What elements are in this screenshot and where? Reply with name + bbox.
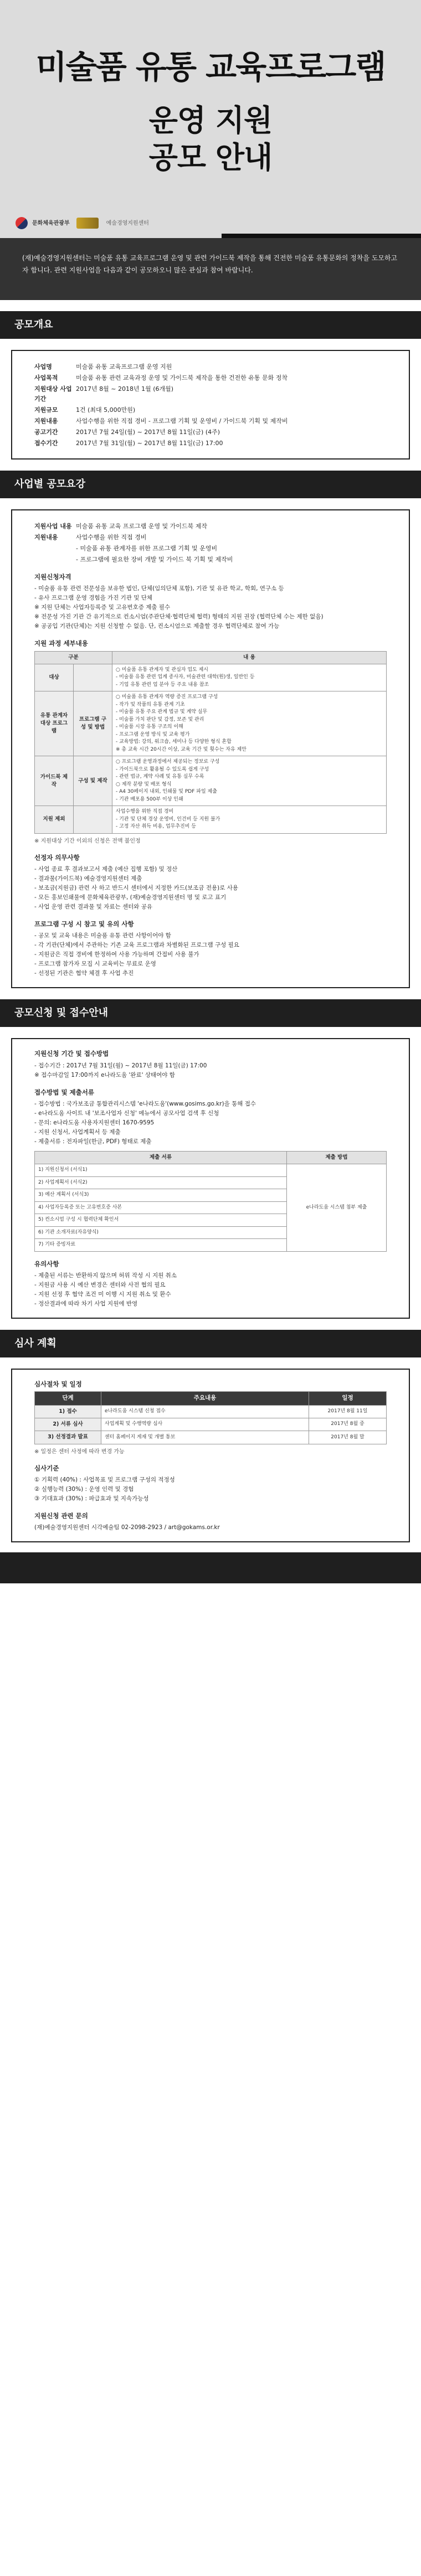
proc-content: 사업계획 및 수행역량 심사 [101,1418,309,1431]
section-requirements-heading: 사업별 공모요강 [0,471,421,498]
program-note-item: - 프로그램 참가자 모집 시 교육비는 무료로 운영 [34,961,156,968]
section-overview-heading: 공모개요 [0,311,421,339]
documents-table [34,1151,387,1252]
eligibility-item: ※ 전문성 가진 기관 간 유기적으로 컨소시엄(주관단체·협력단체 협력) 형태의 지원 권장 (협력단체 수는 제한 없음) [34,613,324,621]
overview-value: 2017년 7월 24일(월) ~ 2017년 8월 11일(금) (4주) [76,429,220,436]
detail-table-title: 지원 과정 세부내용 [34,639,88,648]
method-item: - 지원 신청서, 사업계획서 등 제출 [34,1128,121,1135]
overview-row [34,427,387,437]
process-row [35,1418,387,1431]
method-title: 접수방법 및 제출서류 [34,1088,94,1096]
row-category: 가이드북 제작 [35,756,74,806]
warnings-list [34,1271,387,1309]
warnings-title: 유의사항 [34,1259,59,1268]
overview-row [34,416,387,426]
section-review-heading: 심사 계획 [0,1330,421,1357]
doc-name: 4) 사업자등록증 또는 고유번호증 사본 [35,1201,287,1214]
program-notes-title: 프로그램 구성 시 참고 및 유의 사항 [34,920,134,928]
row-content: ○ 미술품 유통 관계자 역량 증진 프로그램 구성 - 작가 및 작품의 유통 관계 기초 - 미술품 유통 주요 관계 법규 및 계약 실무 - 미술품 가치 판단 및 감정, 보존 및 관리 - 미술품 시장 유통 구조의 이해 - 프로그램 운영 방식 및 교육 평가 - 교육방법: 강의, 워크숍, 세미나 등 다양한 형식 혼합 ※ 총 교육 시간 20시간 이상, 교육 기간 및 횟수는 자유 제안 [112,691,387,756]
table-row [35,806,387,834]
row-content: ○ 프로그램 운영과정에서 제공되는 정보로 구성 - 가이드북으로 활용될 수 있도록 쉽게 구성 - 관련 법규, 계약 사례 및 유통 실무 수록 ○ 제작 분량 및 배포 형식 - A4 30페이지 내외, 인쇄물 및 PDF 파일 제출 - 기관 배포용 500부 이상 인쇄 [112,756,387,806]
overview-value: 2017년 8월 ~ 2018년 1월 (6개월) [76,385,174,393]
requirements-box [11,509,410,988]
proc-header-content: 주요내용 [101,1392,309,1406]
intro-text: (재)예술경영지원센터는 미술품 유통 교육프로그램 운영 및 관련 가이드북 제작을 통해 건전한 미술품 유통문화의 정착을 도모하고자 합니다. 관련 지원사업을 다음과 같이 공모하오니 많은 관심과 참여 바랍니다. [0,238,421,300]
program-note-item: - 공모 및 교육 내용은 미술품 유통 관련 사항이어야 함 [34,932,171,939]
period-item: ※ 접수마감일 17:00까지 e나라도움 '완료' 상태여야 함 [34,1071,175,1078]
requirement-row [34,522,387,531]
footer-bar [0,1552,421,1583]
requirement-value: - 프로그램에 필요한 장비 개발 및 가이드 북 기획 및 제작비 [76,556,233,563]
table-header-content: 내 용 [112,651,387,664]
overview-key: 사업목적 [34,374,58,381]
proc-date: 2017년 8월 11일 [309,1405,387,1418]
method-item: - e나라도움 사이트 내 '보조사업자 신청' 메뉴에서 공모사업 검색 후 신청 [34,1109,219,1117]
subtitle-line-1: 운영 지원 [148,102,273,138]
sponsor-logos [16,217,149,229]
overview-value: 미술품 유통 관련 교육과정 운영 및 가이드북 제작을 통한 건전한 유통 문화 정착 [76,374,287,381]
doc-name: 5) 컨소시엄 구성 시 협력단체 확인서 [35,1214,287,1227]
overview-value: 2017년 7월 31일(월) ~ 2017년 8월 11일(금) 17:00 [76,440,223,447]
overview-row [34,438,387,448]
center-logo-icon [76,218,99,229]
criteria-item: ② 실행능력 (30%) : 운영 인력 및 경험 [34,1485,134,1493]
requirement-value: 사업수행을 위한 직접 경비 [76,534,147,541]
program-note-item: - 각 기관(단체)에서 주관하는 기존 교육 프로그램과 차별화된 프로그램 구성 필요 [34,942,239,949]
duty-item: - 사업 운영 관련 결과물 및 자료는 센터와 공유 [34,904,153,910]
eligibility-item: - 유사 프로그램 운영 경험을 가진 기관 및 단체 [34,595,153,602]
detail-table [34,651,387,834]
doc-name: 7) 기타 증빙자료 [35,1239,287,1252]
apply-box [11,1038,410,1319]
overview-value: 1건 (최대 5,000만원) [76,406,136,414]
process-row [35,1431,387,1444]
overview-key: 지원대상 사업기간 [34,385,72,402]
docs-header-method: 제출 방법 [287,1151,387,1164]
review-box [11,1369,410,1542]
requirement-key: 지원사업 내용 [34,523,72,530]
doc-name: 3) 예산 계획서 (서식3) [35,1189,287,1202]
proc-header-date: 일정 [309,1392,387,1406]
subtitle-line-2: 공모 안내 [148,140,273,175]
requirement-row [34,544,387,554]
proc-content: 센터 홈페이지 게재 및 개별 통보 [101,1431,309,1444]
process-table [34,1391,387,1444]
selected-duties-list [34,865,387,912]
requirement-row [34,533,387,543]
duty-item: - 결과물(가이드북) 예술경영지원센터 제출 [34,875,142,882]
overview-row [34,373,387,383]
method-item: - 문의: e나라도움 사용자지원센터 1670-9595 [34,1119,155,1126]
docs-row [35,1164,387,1177]
overview-value: 사업수행을 위한 직접 경비 - 프로그램 기획 및 운영비 / 가이드북 기획 및 제작비 [76,417,288,425]
row-subcategory: 구성 및 제작 [74,756,112,806]
hero-accent-bar [222,234,421,238]
overview-key: 지원내용 [34,417,58,425]
table-row [35,664,387,691]
page-title: 미술품 유통 교육프로그램 [35,48,386,86]
table-row [35,691,387,756]
row-category: 유통 관계자 대상 프로그램 [35,691,74,756]
overview-value: 미술품 유통 교육프로그램 운영 지원 [76,363,172,370]
program-notes-list [34,931,387,978]
row-category: 지원 제외 [35,806,74,834]
eligibility-item: - 미술품 유통 관련 전문성을 보유한 법인, 단체(임의단체 포함), 기관 및 유관 학교, 학회, 연구소 등 [34,585,284,592]
docs-header-docs: 제출 서류 [35,1151,287,1164]
row-content: 사업수행을 위한 직접 경비 - 기관 및 단체 경상 운영비, 인건비 등 지원 불가 - 고정 자산 취득 비용, 업무추진비 등 [112,806,387,834]
warning-item: - 제출된 서류는 반환하지 않으며 허위 작성 시 지원 취소 [34,1272,177,1279]
criteria-item: ③ 기대효과 (30%) : 파급효과 및 지속가능성 [34,1495,149,1502]
overview-key: 지원규모 [34,406,58,414]
program-note-item: - 선정된 기관은 협약 체결 후 사업 추진 [34,970,134,977]
overview-key: 접수기간 [34,440,58,447]
duty-item: - 보조금(지원금) 관련 사 하고 반드시 센터에서 지정한 카드(보조금 전용)로 사용 [34,885,238,891]
proc-header-step: 단계 [35,1392,101,1406]
overview-row [34,405,387,415]
process-row [35,1405,387,1418]
requirement-key [34,544,76,554]
warning-item: - 정산결과에 따라 차기 사업 지원에 반영 [34,1300,138,1307]
doc-name: 2) 사업계획서 (서식2) [35,1176,287,1189]
eligibility-list [34,584,387,631]
duty-item: - 모든 홍보인쇄물에 문화체육관광부, (재)예술경영지원센터 명 및 로고 표기 [34,894,227,901]
warning-item: - 지원 선정 후 협약 조건 미 이행 시 지원 취소 및 환수 [34,1290,171,1298]
center-name: 예술경영지원센터 [106,220,149,226]
process-note: ※ 일정은 센터 사정에 따라 변경 가능 [34,1448,125,1455]
criteria-item: ① 기획력 (40%) : 사업목표 및 프로그램 구성의 적정성 [34,1476,175,1483]
period-item: - 접수기간 : 2017년 7월 31일(월) ~ 2017년 8월 11일(금) 17:00 [34,1062,207,1069]
requirement-key: 지원내용 [34,534,58,541]
method-item: - 접수방법 : 국가보조금 통합관리시스템 'e나라도움'(www.gosims.go.kr)을 통해 접수 [34,1100,256,1107]
ministry-name: 문화체육관광부 [32,220,70,226]
eligibility-title: 지원신청자격 [34,573,71,581]
proc-step: 2) 서류 심사 [35,1418,101,1431]
proc-date: 2017년 8월 말 [309,1431,387,1444]
doc-name: 1) 지원신청서 (서식1) [35,1164,287,1177]
row-subcategory [74,664,112,691]
eligibility-item: ※ 공공입 기관(단체)는 지원 신청할 수 없음. 단, 컨소시엄으로 제출할 경우 협력단체로 참여 가능 [34,623,280,630]
requirement-value: 미술품 유통 교육 프로그램 운영 및 가이드북 제작 [76,523,207,530]
requirement-row [34,555,387,565]
row-subcategory [74,806,112,834]
proc-step: 3) 선정결과 발표 [35,1431,101,1444]
proc-content: e나라도움 시스템 신청 접수 [101,1405,309,1418]
period-list [34,1061,387,1080]
section-apply-heading: 공모신청 및 접수안내 [0,999,421,1027]
method-item: - 제출서류 : 전자파일(한글, PDF) 형태로 제출 [34,1138,152,1145]
requirement-value: - 미술품 유통 관계자를 위한 프로그램 기획 및 운영비 [76,545,218,552]
table-header-category: 구분 [35,651,112,664]
overview-row [34,384,387,404]
eligibility-item: ※ 지원 단체는 사업자등록증 및 고유번호증 제출 필수 [34,604,171,611]
overview-row [34,362,387,372]
doc-method: e나라도움 시스템 첨부 제출 [287,1164,387,1252]
contact-title: 지원신청 관련 문의 [34,1511,88,1520]
table-note: ※ 지원대상 기간 이외의 신청은 전액 불인정 [34,838,141,844]
overview-key: 사업명 [34,363,52,370]
requirement-key [34,555,76,565]
hero-banner [0,0,421,238]
ministry-logo-icon [16,217,28,229]
overview-key: 공고기간 [34,429,58,436]
row-content: ○ 미술품 유통 관계자 및 관심자 업도 제시 - 미술품 유통 관련 업계 종사자, 미술관련 대학(원)생, 일반인 등 - 기업 유통 관련 업 분야 등 주요 내용 참조 [112,664,387,691]
proc-step: 1) 접수 [35,1405,101,1418]
row-category: 대상 [35,664,74,691]
warning-item: - 지원금 사용 시 예산 변경은 센터와 사전 협의 필요 [34,1281,166,1288]
table-row [35,756,387,806]
program-note-item: - 지원금은 직접 경비에 한정하여 사용 가능하며 간접비 사용 불가 [34,951,199,958]
proc-date: 2017년 8월 중 [309,1418,387,1431]
contact-info: (재)예술경영지원센터 시각예술팀 02-2098-2923 / art@gokams.or.kr [34,1524,220,1531]
doc-name: 6) 기관 소개자료(자유양식) [35,1226,287,1239]
criteria-title: 심사기준 [34,1464,59,1472]
duty-item: - 사업 종료 후 결과보고서 제출 (예산 집행 포함) 및 정산 [34,866,178,873]
method-list [34,1099,387,1147]
row-subcategory: 프로그램 구성 및 방법 [74,691,112,756]
process-title: 심사절차 및 일정 [34,1380,82,1388]
criteria-list [34,1475,387,1504]
period-title: 지원신청 기간 및 접수방법 [34,1050,109,1058]
selected-duties-title: 선정자 의무사항 [34,853,80,861]
overview-box [11,350,410,460]
